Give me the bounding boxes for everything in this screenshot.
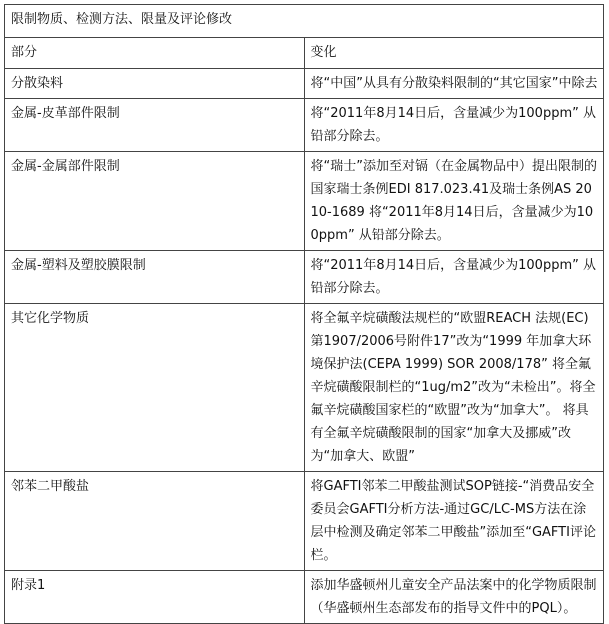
row-part: 其它化学物质 [5,304,305,472]
row-part: 金属-金属部件限制 [5,152,305,251]
row-part: 分散染料 [5,69,305,99]
row-change: 将全氟辛烷磺酸法规栏的“欧盟REACH 法规(EC) 第1907/2006号附件17”改为“1999 年加拿大环境保护法(CEPA 1999) SOR 2008/178” 将全氟辛烷磺酸限制栏的“1ug/m2”改为“未检出”。将全氟辛烷磺酸国家栏的“欧盟”改为“加拿大”。 将具有全氟辛烷磺酸限制的国家“加拿大及挪威”改为“加拿大、欧盟” [304,304,604,472]
row-change: 添加华盛顿州儿童安全产品法案中的化学物质限制（华盛顿州生态部发布的指导文件中的PQL）。 [304,571,604,624]
row-change: 将“中国”从具有分散染料限制的“其它国家”中除去 [304,69,604,99]
table-row [5,69,604,99]
document [4,4,604,624]
table-row [5,472,604,571]
table-caption: 限制物质、检测方法、限量及评论修改 [5,5,604,38]
row-change: 将GAFTI邻苯二甲酸盐测试SOP链接-“消费品安全委员会GAFTI分析方法-通过GC/LC-MS方法在涂层中检测及确定邻苯二甲酸盐”添加至“GAFTI评论栏。 [304,472,604,571]
table-row [5,152,604,251]
changes-table [4,4,604,624]
caption-row [5,5,604,38]
row-part: 金属-皮革部件限制 [5,99,305,152]
header-part: 部分 [5,38,305,69]
row-part: 邻苯二甲酸盐 [5,472,305,571]
row-part: 金属-塑料及塑胶膜限制 [5,251,305,304]
row-change: 将“2011年8月14日后，含量减少为100ppm” 从铅部分除去。 [304,251,604,304]
table-row [5,571,604,624]
table-row [5,304,604,472]
row-change: 将“瑞士”添加至对镉（在金属物品中）提出限制的国家瑞士条例EDI 817.023.41及瑞士条例AS 2010-1689 将“2011年8月14日后，含量减少为100ppm” 从铅部分除去。 [304,152,604,251]
header-row [5,38,604,69]
row-change: 将“2011年8月14日后，含量减少为100ppm” 从铅部分除去。 [304,99,604,152]
row-part: 附录1 [5,571,305,624]
table-row [5,251,604,304]
header-change: 变化 [304,38,604,69]
table-row [5,99,604,152]
